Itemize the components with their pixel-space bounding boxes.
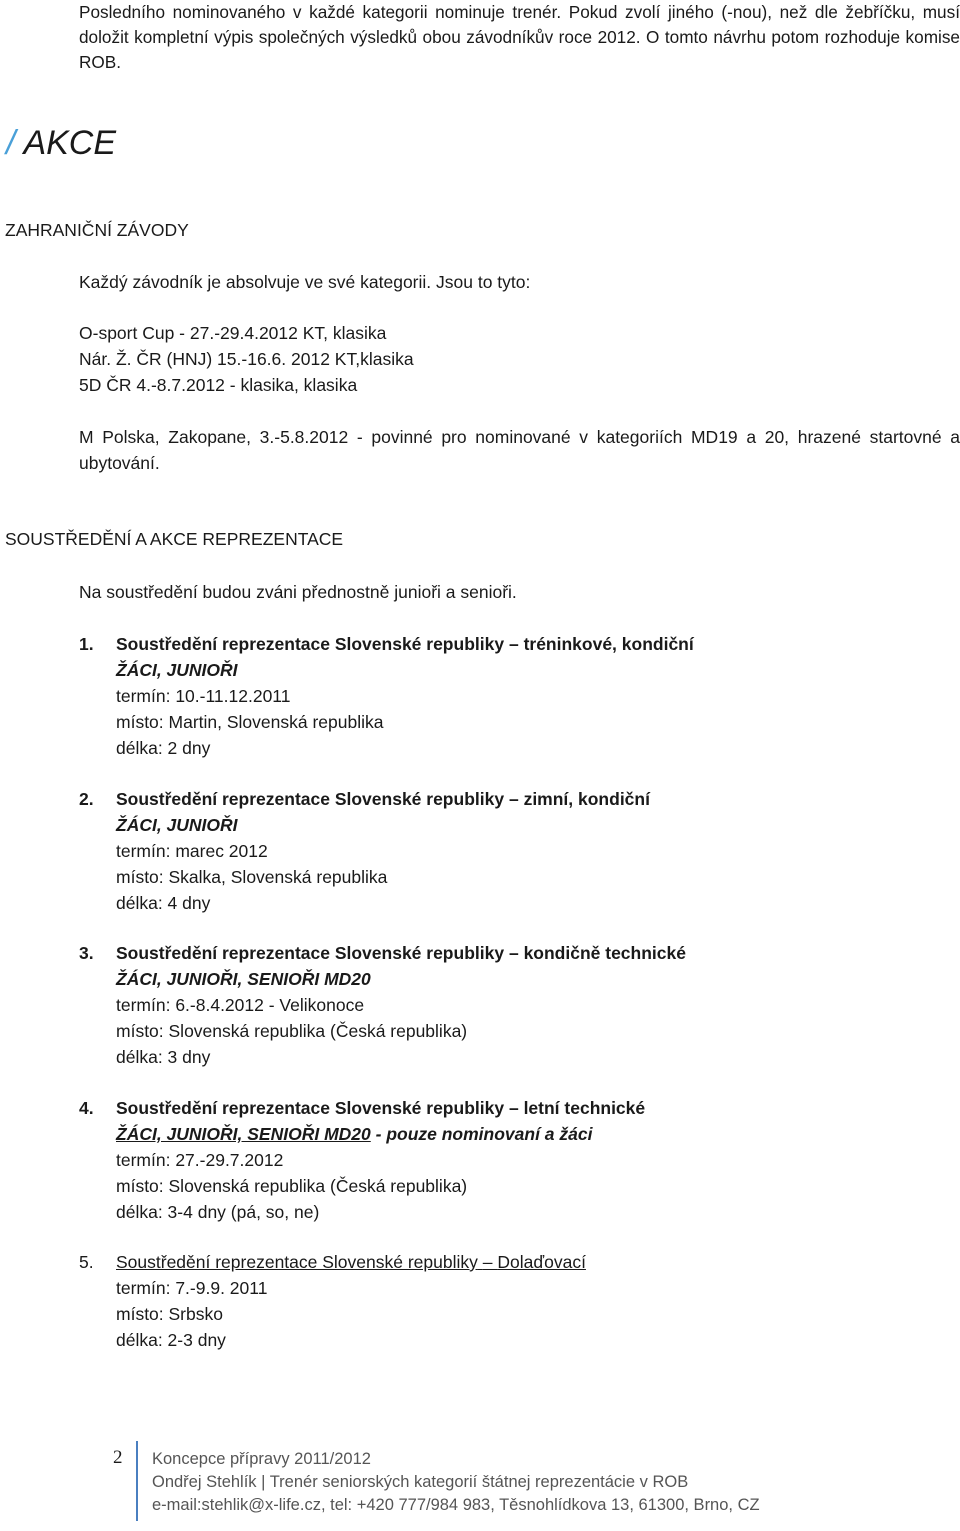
zahranicni-intro: Každý závodník je absolvuje ve své kategorii. Jsou to tyto: <box>79 272 531 292</box>
item-2-misto: místo: Skalka, Slovenská republika <box>116 867 388 887</box>
footer-divider <box>136 1441 138 1521</box>
intro-paragraph: Posledního nominovaného v každé kategorii nominuje trenér. Pokud zvolí jiného (-nou), než dle žebříčku, musí doložit kompletní výpis společných výsledků obou závodníkův roce 2012. O tomto návrhu potom rozhoduje komise ROB. <box>79 2 960 72</box>
item-4-delka: délka: 3-4 dny (pá, so, ne) <box>116 1202 320 1222</box>
footer-line-3: e-mail:stehlik@x-life.cz, tel: +420 777/984 983, Těsnohlídkova 13, 61300, Brno, CZ <box>152 1496 760 1514</box>
item-4-title: Soustředění reprezentace Slovenské republiky – letní technické <box>116 1098 646 1118</box>
footer-line-2: Ondřej Stehlík | Trenér seniorských kategorií štátnej reprezentácie v ROB <box>152 1473 689 1491</box>
item-4-termin: termín: 27.-29.7.2012 <box>116 1150 284 1170</box>
title-text: AKCE <box>23 124 117 162</box>
item-3-termin: termín: 6.-8.4.2012 - Velikonoce <box>116 995 365 1015</box>
item-2-delka: délka: 4 dny <box>116 893 211 913</box>
footer-line-1: Koncepce přípravy 2011/2012 <box>152 1450 371 1468</box>
item-1-delka: délka: 2 dny <box>116 738 211 758</box>
section-title-akce <box>6 118 116 168</box>
item-2-termin: termín: marec 2012 <box>116 841 268 861</box>
race-polska: M Polska, Zakopane, 3.-5.8.2012 - povinné pro nominované v kategoriích MD19 a 20, hrazené startovné a ubytování. <box>79 427 960 473</box>
item-2-title: Soustředění reprezentace Slovenské republiky – zimní, kondiční <box>116 789 650 809</box>
item-5-delka: délka: 2-3 dny <box>116 1330 226 1350</box>
race-2: Nár. Ž. ČR (HNJ) 15.-16.6. 2012 KT,klasika <box>79 349 414 369</box>
item-4-misto: místo: Slovenská republika (Česká republika) <box>116 1176 468 1196</box>
item-5-title: Soustředění reprezentace Slovenské republiky – Dolaďovací <box>116 1252 586 1272</box>
item-3-participants: ŽÁCI, JUNIOŘI, SENIOŘI MD20 <box>116 969 371 989</box>
item-3-misto: místo: Slovenská republika (Česká republika) <box>116 1021 468 1041</box>
soustredeni-intro: Na soustředění budou zváni přednostně junioři a senioři. <box>79 582 517 602</box>
item-5-number: 5. <box>79 1252 94 1272</box>
item-1-number: 1. <box>79 634 94 654</box>
item-1-termin: termín: 10.-11.12.2011 <box>116 686 291 706</box>
race-3: 5D ČR 4.-8.7.2012 - klasika, klasika <box>79 375 358 395</box>
heading-soustredeni: SOUSTŘEDĚNÍ A AKCE REPREZENTACE <box>5 529 344 549</box>
item-1-title: Soustředění reprezentace Slovenské republiky – tréninkové, kondiční <box>116 634 694 654</box>
item-5-termin: termín: 7.-9.9. 2011 <box>116 1278 268 1298</box>
title-slash: / <box>6 124 16 162</box>
item-1-misto: místo: Martin, Slovenská republika <box>116 712 384 732</box>
page-number: 2 <box>113 1447 123 1468</box>
item-5-misto: místo: Srbsko <box>116 1304 223 1324</box>
race-1: O-sport Cup - 27.-29.4.2012 KT, klasika <box>79 323 387 343</box>
item-3-number: 3. <box>79 943 94 963</box>
item-2-number: 2. <box>79 789 94 809</box>
item-3-delka: délka: 3 dny <box>116 1047 211 1067</box>
item-4-participants: ŽÁCI, JUNIOŘI, SENIOŘI MD20 - pouze nominovaní a žáci <box>116 1124 593 1144</box>
item-2-participants: ŽÁCI, JUNIOŘI <box>116 815 238 835</box>
item-4-number: 4. <box>79 1098 94 1118</box>
item-3-title: Soustředění reprezentace Slovenské republiky – kondičně technické <box>116 943 686 963</box>
item-1-participants: ŽÁCI, JUNIOŘI <box>116 660 238 680</box>
heading-zahranicni: ZAHRANIČNÍ ZÁVODY <box>5 220 189 240</box>
